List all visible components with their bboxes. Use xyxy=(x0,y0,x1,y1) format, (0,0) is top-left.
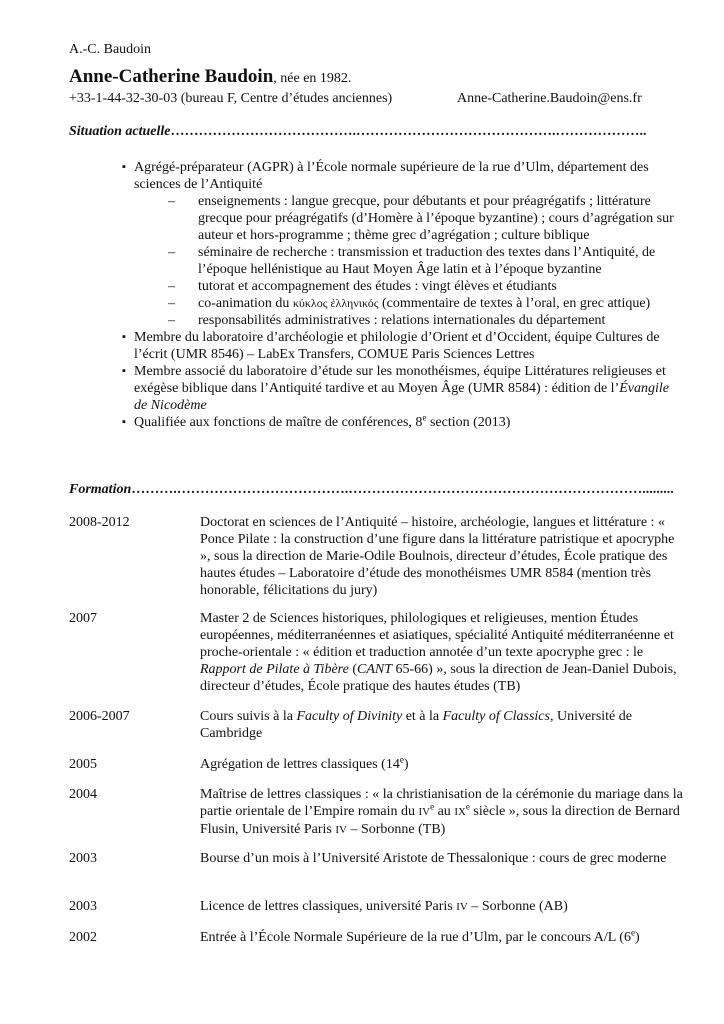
situation-heading-text: Situation actuelle xyxy=(69,124,171,139)
superscript: e xyxy=(422,412,427,423)
name-line xyxy=(69,66,351,88)
entry-description xyxy=(200,756,684,773)
contact-line xyxy=(69,91,659,107)
entry-text: Entrée à l’École Normale Supérieure de la rue d’Ulm, par le concours A/L (6 xyxy=(200,930,631,945)
entry-text: siècle », sous la direction de Bernard Flusin, Université Paris xyxy=(200,804,680,837)
list-item xyxy=(122,295,682,312)
entry-description xyxy=(200,929,684,946)
entry-description xyxy=(200,898,684,916)
entry-date: 2008-2012 xyxy=(69,515,130,530)
formation-heading-text: Formation xyxy=(69,482,132,497)
entry-text: Licence de lettres classiques, université Paris xyxy=(200,899,457,914)
faculty-name: Faculty of Classics xyxy=(442,709,550,724)
list-item xyxy=(122,159,682,329)
work-title: Rapport de Pilate à Tibère xyxy=(200,662,349,677)
dash-text: séminaire de recherche : transmission et traduction des textes dans l’Antiquité, de l’époque hellénistique au Haut Moyen Âge latin et à l’époque byzantine xyxy=(198,245,656,277)
superscript: e xyxy=(630,927,635,938)
small-caps-numeral: IV xyxy=(456,901,468,913)
entry-description xyxy=(200,786,684,839)
list-item xyxy=(122,278,682,295)
section-heading-situation xyxy=(69,124,679,140)
bullet-text: Qualifiée aux fonctions de maître de conférences, 8 xyxy=(134,415,423,430)
entry-text: Maîtrise de lettres classiques : « la christianisation de la cérémonie du mariage dans la partie orientale de l’Empire romain du xyxy=(200,787,683,819)
dash-text: (commentaire de textes à l’oral, en grec attique) xyxy=(378,296,651,311)
entry-date: 2003 xyxy=(69,851,97,866)
list-item xyxy=(122,193,682,244)
phone-text: +33-1-44-32-30-03 (bureau F, Centre d’études anciennes) xyxy=(69,91,393,106)
dash-text: responsabilités administratives : relations internationales du département xyxy=(198,313,606,328)
superscript: e xyxy=(430,801,435,812)
entry-text: Cours suivis à la xyxy=(200,709,297,724)
entry-text: ) xyxy=(403,757,409,772)
bullet-text: section (2013) xyxy=(426,415,511,430)
small-caps-numeral: IV xyxy=(418,806,431,818)
small-caps-numeral: IX xyxy=(454,806,466,818)
greek-text: κύκλος ἑλληνικός xyxy=(292,296,379,310)
entry-date: 2004 xyxy=(69,787,97,802)
entry-text: – Sorbonne (AB) xyxy=(467,899,568,914)
entry-description xyxy=(200,610,684,695)
superscript: e xyxy=(465,801,470,812)
running-head: A.-C. Baudoin xyxy=(69,42,152,57)
heading-dots: ……….……………………………….………………………………………………………......... xyxy=(131,482,674,497)
entry-date: 2006-2007 xyxy=(69,709,130,724)
entry-text: ( xyxy=(348,662,357,677)
entry-date: 2002 xyxy=(69,930,97,945)
person-name: Anne-Catherine Baudoin xyxy=(69,66,274,87)
list-item xyxy=(122,414,682,431)
entry-text: Agrégation de lettres classiques (14 xyxy=(200,757,400,772)
faculty-name: Faculty of Divinity xyxy=(296,709,403,724)
entry-description: Bourse d’un mois à l’Université Aristote de Thessalonique : cours de grec moderne xyxy=(200,851,667,866)
entry-date: 2005 xyxy=(69,757,97,772)
heading-dots: ………………………………….…………………………………….……………….. xyxy=(170,124,647,139)
work-title: CANT xyxy=(356,662,392,677)
entry-text: Master 2 de Sciences historiques, philologiques et religieuses, mention Études européennes, méditerranéennes et asiatiques, spécialité Antiquité méditerranéenne et proche-orientale : « édition et traduction annotée d’un texte apocryphe grec : le xyxy=(200,611,674,660)
entry-description xyxy=(200,708,684,742)
section-heading-formation xyxy=(69,482,679,498)
superscript: e xyxy=(399,754,404,765)
entry-text: , Université de Cambridge xyxy=(200,709,632,741)
dash-text: tutorat et accompagnement des études : vingt élèves et étudiants xyxy=(198,279,557,294)
book-title: Évangile de Nicodème xyxy=(134,381,669,413)
entry-text: – Sorbonne (TB) xyxy=(346,822,446,837)
small-caps-numeral: IV xyxy=(335,824,347,836)
entry-text: et à la xyxy=(402,709,443,724)
entry-date: 2007 xyxy=(69,611,97,626)
entry-text: au xyxy=(434,804,455,819)
bullet-text: Membre du laboratoire d’archéologie et philologie d’Orient et d’Occident, équipe Cultures de l’écrit (UMR 8546) – LabEx Transfers, COMUE Paris Sciences Lettres xyxy=(134,330,660,362)
list-item xyxy=(122,244,682,278)
entry-text: ) xyxy=(634,930,640,945)
birth-note: , née en 1982. xyxy=(273,71,352,86)
dash-text: co-animation du xyxy=(198,296,293,311)
situation-list xyxy=(122,159,682,431)
bullet-text: Agrégé-préparateur (AGPR) à l’École normale supérieure de la rue d’Ulm, département des sciences de l’Antiquité xyxy=(134,160,649,192)
list-item xyxy=(122,312,682,329)
list-item xyxy=(122,329,682,363)
email-link[interactable]: Anne-Catherine.Baudoin@ens.fr xyxy=(457,91,642,106)
entry-description: Doctorat en sciences de l’Antiquité – histoire, archéologie, langues et littérature : « Ponce Pilate : la construction d’une figure dans la littérature patristique et apocryphe », sous la direction de Marie-Odile Boulnois, directeur d’études, École pratique des hautes études – Laboratoire d’étude des monothéismes UMR 8584 (mention très honorable, félicitations du jury) xyxy=(200,515,675,598)
entry-text: 65-66) », sous la direction de Jean-Daniel Dubois, directeur d’études, École pratique des hautes études (TB) xyxy=(200,662,677,694)
bullet-text: Membre associé du laboratoire d’étude sur les monothéismes, équipe Littératures religieuses et exégèse biblique dans l’Antiquité tardive et au Moyen Âge (UMR 8584) : édition de l’ xyxy=(134,364,666,396)
list-item xyxy=(122,363,682,414)
entry-date: 2003 xyxy=(69,899,97,914)
dash-text: enseignements : langue grecque, pour débutants et pour préagrégatifs ; littérature grecque pour préagrégatifs (d’Homère à l’époque byzantine) ; cours d’agrégation sur auteur et hors-programme ; thème grec d’agrégation ; culture biblique xyxy=(198,194,674,243)
